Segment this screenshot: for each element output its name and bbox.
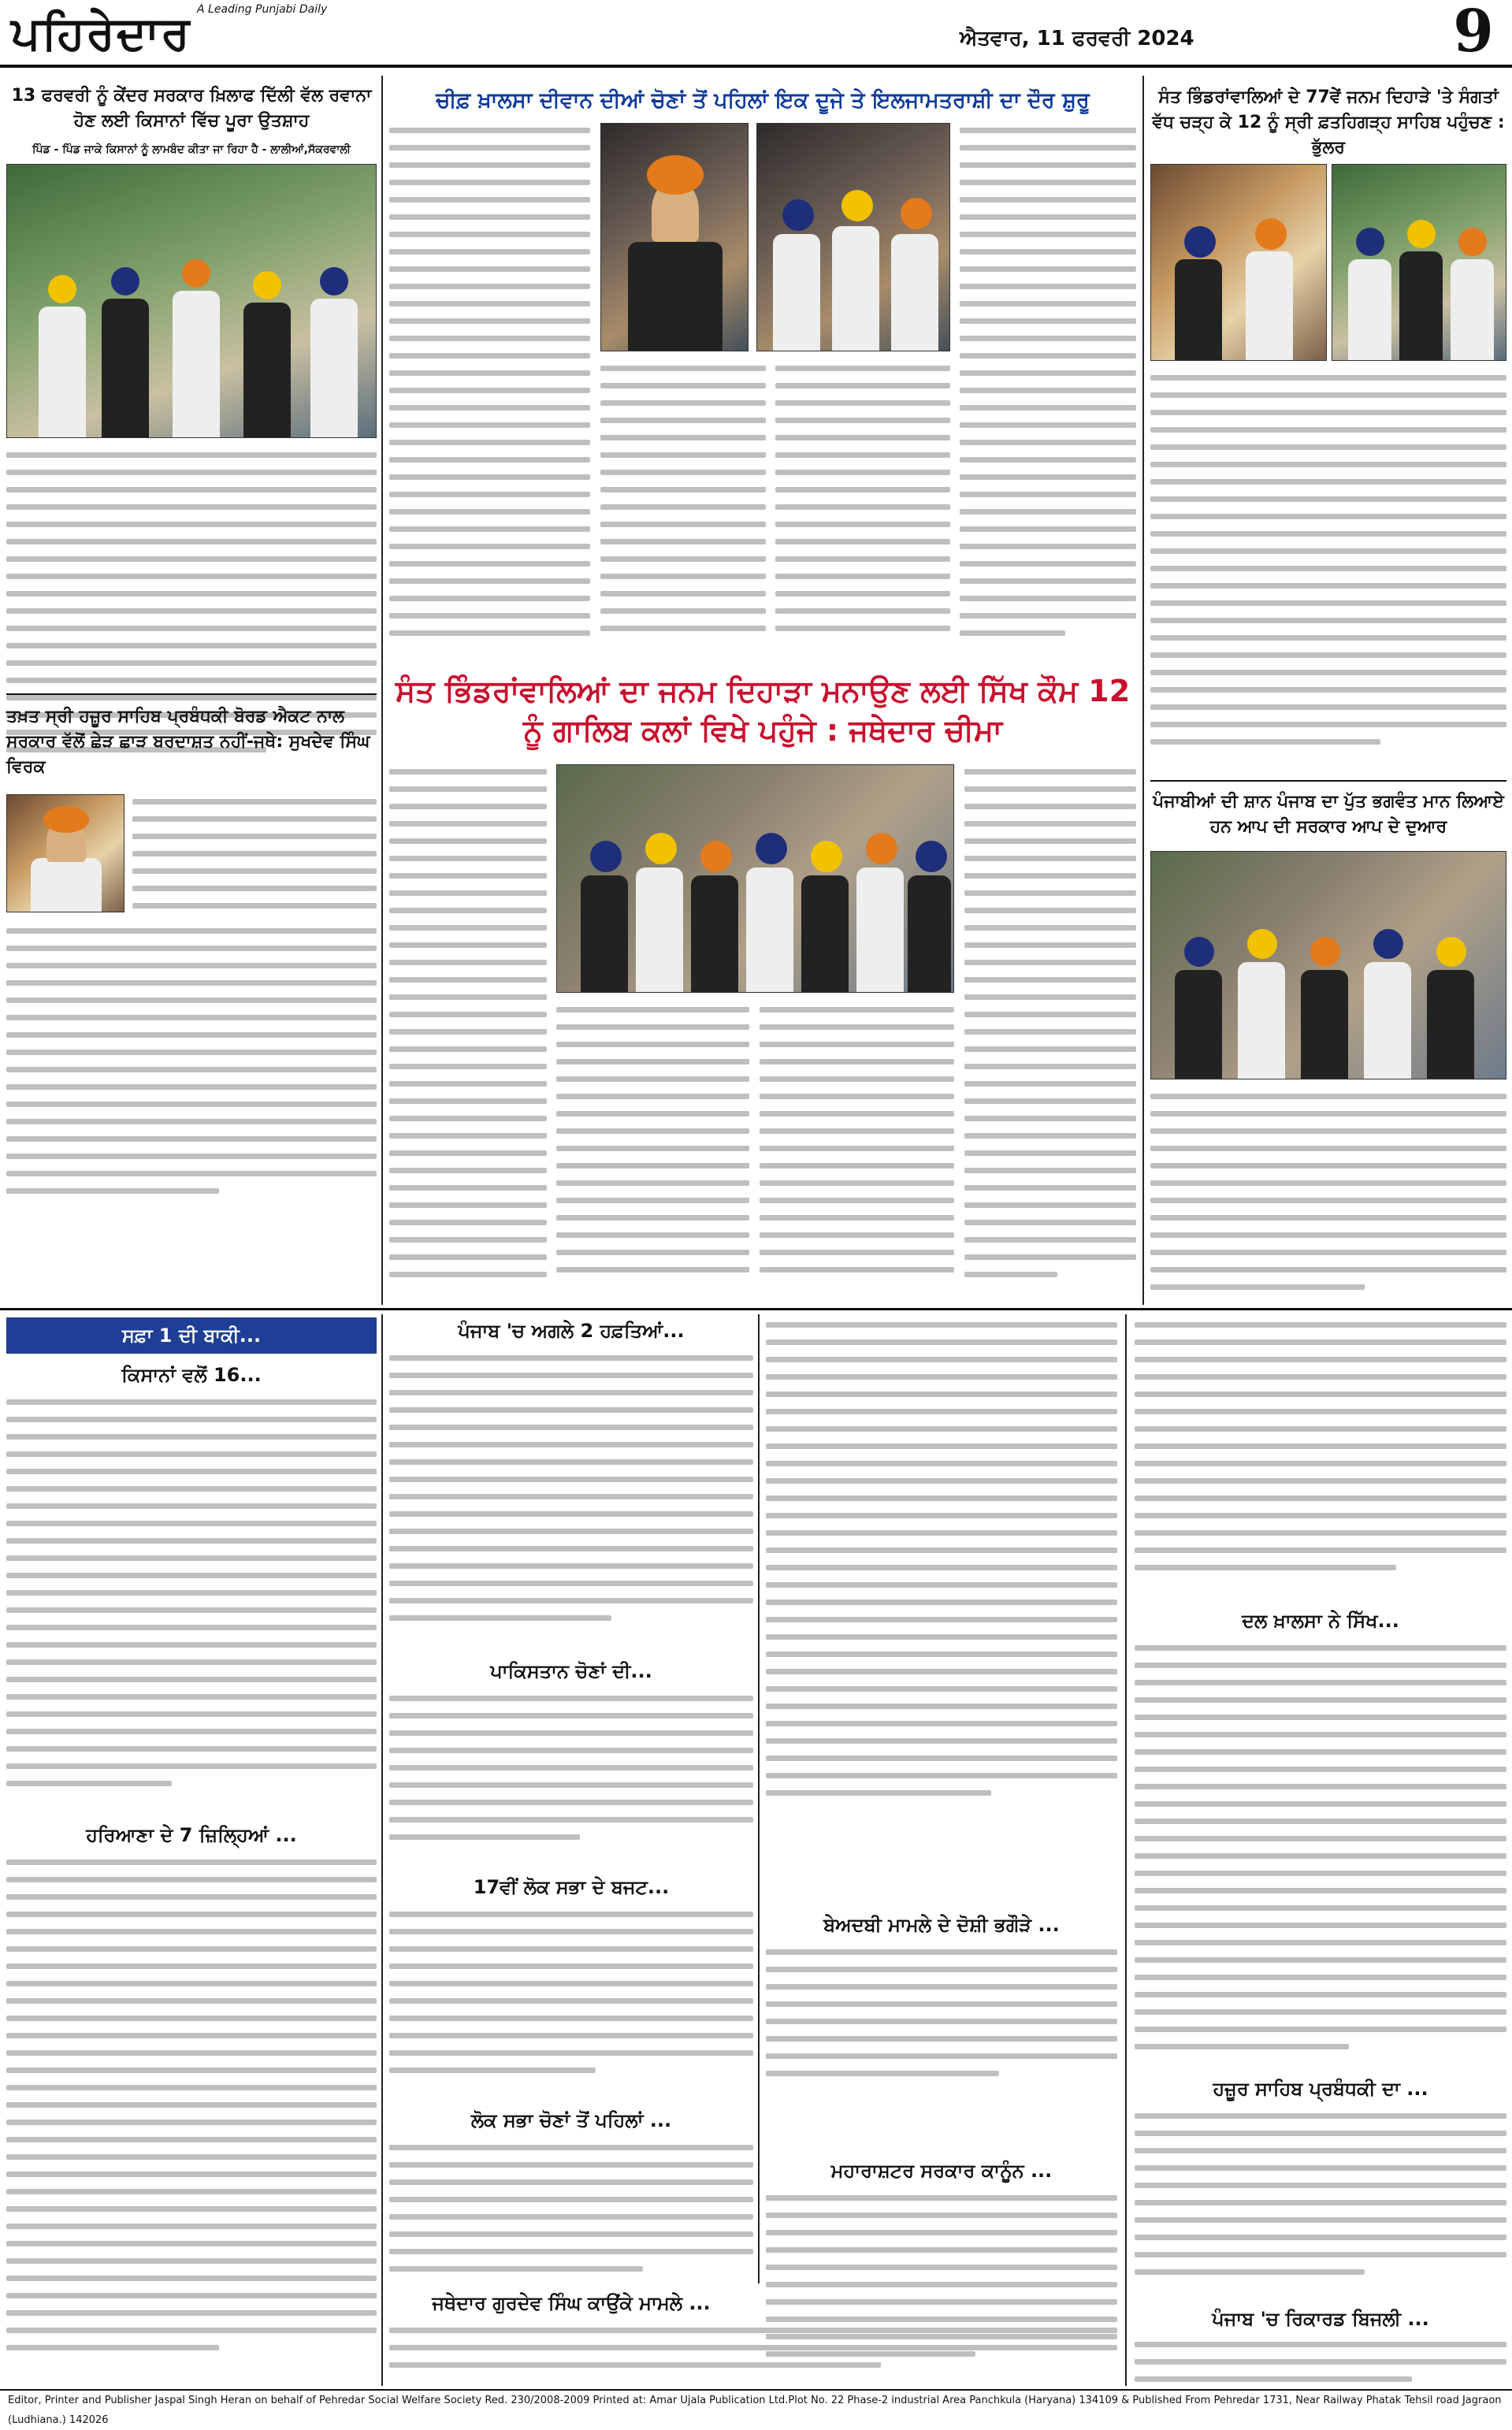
group-photo [756,123,950,351]
story-bhagwant-mann [1150,786,1506,1306]
speaker-photo [600,123,749,351]
article-body [389,1351,753,1653]
column-rule [381,1314,383,2386]
event-photo-2 [1332,164,1506,361]
page-number: 9 [1453,0,1494,65]
article-col-4 [960,123,1136,656]
story-chief-khalsa [389,76,1136,659]
article-col-2 [600,361,766,656]
article-col-1 [389,764,547,1300]
story-birth-anniversary [389,667,1136,1306]
headline: ਦਲ ਖ਼ਾਲਸਾ ਨੇ ਸਿੱਖ... [1242,1610,1399,1632]
headline: ਪਾਕਿਸਤਾਨ ਚੋਣਾਂ ਦੀ... [490,1660,652,1682]
divider [1150,780,1506,782]
article-body [389,1907,753,2099]
column-rule [381,76,383,1305]
imprint-footer: Editor, Printer and Publisher Jaspal Singh Heran on behalf of Pehredar Social Welfare Society Red. 230/2008-2009 Printed at: Amar Ujala Publication Ltd.Plot No. 22 Phase-2 industrial Area Panchkula (Haryana) 134109 & Published From Pehredar 1731, Near Railway Phatak Tehsil road Jagraon (Ludhiana.) 142026 [0,2389,1512,2410]
newspaper-logo: ਪਹਿਰੇਦਾਰ [11,6,191,60]
names-list-article [766,1317,1117,1822]
article-body [132,794,377,912]
article-body [389,1691,753,1867]
article-body-cont [6,923,377,1223]
issue-date: ਐਤਵਾਰ, 11 ਫਰਵਰੀ 2024 [960,27,1194,50]
column-rule [1142,76,1144,1305]
article-body [1150,370,1506,772]
article-body [1150,1089,1506,1302]
officials-photo [1150,851,1506,1079]
story-pakistan-elections [389,1658,753,1871]
headline: ਪੰਜਾਬ 'ਚ ਰਿਕਾਰਡ ਬਿਜਲੀ ... [1212,2308,1429,2330]
continued-article [1135,1317,1506,1601]
story-dal-khalsa [1135,1607,1506,2072]
story-maharashtra [766,2157,1117,2386]
divider [6,693,377,695]
headline: ਲੋਕ ਸਭਾ ਚੋਣਾਂ ਤੋਂ ਪਹਿਲਾਂ ... [470,2109,672,2131]
headline: ਜਥੇਦਾਰ ਗੁਰਦੇਵ ਸਿੰਘ ਕਾਉਂਕੇ ਮਾਮਲੇ ... [432,2292,711,2314]
headline: ਚੀਫ਼ ਖ਼ਾਲਸਾ ਦੀਵਾਨ ਦੀਆਂ ਚੋਣਾਂ ਤੋਂ ਪਹਿਲਾਂ ਇਕ ਦੂਜੇ ਤੇ ਇਲਜਾਮਤਰਾਸ਼ੀ ਦਾ ਦੌਰ ਸ਼ੁਰੂ [436,88,1090,113]
column-rule [758,1314,760,2283]
story-hazur-sahib [6,701,377,1229]
article-col-3 [760,1002,954,1300]
headline: ਹਰਿਆਣਾ ਦੇ 7 ਜ਼ਿਲ੍ਹਿਆਂ ... [86,1824,297,1846]
farmers-march-photo [6,164,377,438]
story-bhindranwale-77 [1150,76,1506,777]
article-body [766,1945,1117,2090]
page1-continued-banner: ਸਫ਼ਾ 1 ਦੀ ਬਾਕੀ... [6,1317,377,1354]
article-body [1135,2337,1506,2384]
headline: ਬੇਅਦਬੀ ਮਾਮਲੇ ਦੇ ਦੋਸ਼ੀ ਭਗੌੜੇ ... [823,1914,1060,1936]
event-photo-1 [1150,164,1327,361]
article-body [389,2140,753,2285]
headline: ਤਖ਼ਤ ਸ੍ਰੀ ਹਜ਼ੂਰ ਸਾਹਿਬ ਪ੍ਰਬੰਧਕੀ ਬੋਰਡ ਐਕਟ ਨਾਲ ਸਰਕਾਰ ਵੱਲੋਂ ਛੇੜ ਛਾੜ ਬਰਦਾਸ਼ਤ ਨਹੀਂ-ਜਥੇ: ਸੁਖਦੇਵ ਸਿੰਘ ਵਿਰਕ [6,707,370,777]
story-sacrilege [766,1912,1117,2093]
story-punjab-2weeks [389,1317,753,1656]
story-before-elections [389,2107,753,2288]
headline: ਪੰਜਾਬੀਆਂ ਦੀ ਸ਼ਾਨ ਪੰਜਾਬ ਦਾ ਪੁੱਤ ਭਗਵੰਤ ਮਾਨ ਲਿਆਏ ਹਨ ਆਪ ਦੀ ਸਰਕਾਰ ਆਪ ਦੇ ਦੁਆਰ [1153,792,1504,837]
headline: ਹਜ਼ੂਰ ਸਾਹਿਬ ਪ੍ਰਬੰਧਕੀ ਦਾ ... [1213,2078,1428,2100]
headline: ਸੰਤ ਭਿੰਡਰਾਂਵਾਲਿਆਂ ਦਾ ਜਨਮ ਦਿਹਾੜਾ ਮਨਾਉਣ ਲਈ ਸਿੱਖ ਕੌਮ 12 ਨੂੰ ਗਾਲਿਬ ਕਲਾਂ ਵਿਖੇ ਪਹੁੰਜੇ : ਜਥੇਦਾਰ ਚੀਮਾ [395,674,1131,748]
headline: ਕਿਸਾਨਾਂ ਵਲੋਂ 16... [121,1364,262,1386]
subheadline: ਪਿੰਡ - ਪਿੰਡ ਜਾਕੇ ਕਿਸਾਨਾਂ ਨੂੰ ਲਾਮਬੰਦ ਕੀਤਾ ਜਾ ਰਿਹਾ ਹੈ - ਲਾਲੀਆਂ,ਸੱਕਰਵਾਲੀ [32,143,351,156]
article-body [1135,1640,1506,2069]
story-farmers-16 [6,1362,377,1819]
headline: ਪੰਜਾਬ 'ਚ ਅਗਲੇ 2 ਹਫ਼ਤਿਆਂ... [458,1320,685,1342]
headline: 13 ਫਰਵਰੀ ਨੂੰ ਕੇਂਦਰ ਸਰਕਾਰ ਖ਼ਿਲਾਫ ਦਿੱਲੀ ਵੱਲ ਰਵਾਨਾ ਹੋਣ ਲਈ ਕਿਸਾਨਾਂ ਵਿੱਚ ਪੂਰਾ ਉਤਸ਼ਾਹ [11,86,372,131]
story-punjab-electricity [1135,2306,1506,2386]
article-body [766,2190,1117,2383]
article-col-3 [775,361,950,656]
section-divider [0,1308,1512,1310]
article-body [6,1855,377,2378]
article-body [6,1395,377,1812]
column-rule [1125,1314,1127,2386]
headline: 17ਵੀਂ ਲੋਕ ਸਭਾ ਦੇ ਬਜਟ... [473,1876,670,1898]
article-col-1 [389,123,590,656]
story-haryana-7 [6,1822,377,2381]
story-lok-sabha-budget [389,1874,753,2102]
article-col-4 [964,764,1136,1300]
headline: ਮਹਾਰਾਸ਼ਟਰ ਸਰਕਾਰ ਕਾਨੂੰਨ ... [830,2160,1053,2182]
headline: ਸੰਤ ਭਿੰਡਰਾਂਵਾਲਿਆਂ ਦੇ 77ਵੇਂ ਜਨਮ ਦਿਹਾੜੇ 'ਤੇ ਸੰਗਤਾਂ ਵੱਧ ਚੜ੍ਹ ਕੇ 12 ਨੂੰ ਸ੍ਰੀ ਫ਼ਤਹਿਗੜ੍ਹ ਸਾਹਿਬ ਪਹੁੰਚਣ : ਭੁੱਲਰ [1152,87,1505,158]
story-hazur-board [1135,2075,1506,2304]
portrait-photo [6,794,124,912]
article-body [1135,2109,1506,2301]
masthead [0,0,1512,68]
gathering-photo [556,764,954,993]
tagline: A Leading Punjabi Daily [197,3,328,16]
article-col-2 [556,1002,749,1300]
